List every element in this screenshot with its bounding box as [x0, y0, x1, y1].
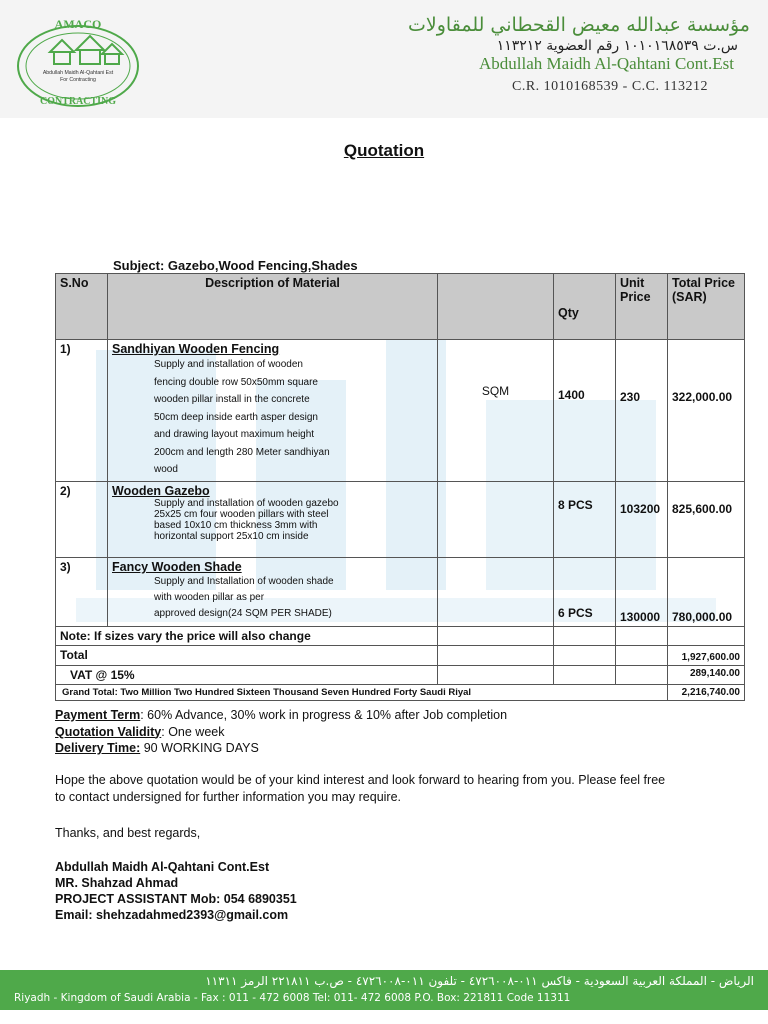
total-row: [56, 646, 745, 666]
item-description: [108, 340, 438, 482]
delivery-time-label: Delivery Time:: [55, 741, 141, 755]
empty-cell: [554, 646, 616, 666]
col-header-sno: S.No: [56, 274, 108, 340]
logo-top-text: AMACO: [54, 17, 102, 31]
table-row: [56, 558, 745, 627]
item-qty: 1400: [554, 340, 616, 482]
signature-role: PROJECT ASSISTANT Mob: 054 6890351: [55, 892, 297, 906]
item-unit: [438, 558, 554, 627]
item-detail-line: Supply and installation of wooden gazebo: [154, 498, 339, 509]
english-company-name: Abdullah Maidh Al-Qahtani Cont.Est: [479, 54, 734, 73]
note-row: [56, 627, 745, 646]
item-detail-line: fencing double row 50x50mm square: [154, 376, 318, 388]
item-unit: SQM: [438, 340, 554, 482]
item-sno: 3): [56, 558, 108, 627]
empty-cell: [616, 666, 668, 685]
page-title: Quotation: [343, 141, 425, 160]
table-row: [56, 340, 745, 482]
empty-cell: [438, 666, 554, 685]
signature-company: Abdullah Maidh Al-Qahtani Cont.Est: [55, 860, 270, 874]
closing-paragraph: Hope the above quotation would be of your kind interest and look forward to hearing from you. Please feel free to contact undersigned for further information you may require.: [55, 773, 666, 804]
item-detail: [112, 574, 433, 622]
item-detail: [112, 498, 433, 542]
item-description: [108, 558, 438, 627]
delivery-time: [55, 740, 507, 757]
payment-term-label: Payment Term: [55, 708, 141, 722]
english-registration: C.R. 1010168539 - C.C. 113212: [512, 79, 708, 94]
logo-bottom-text: CONTRACTING: [39, 96, 117, 107]
arabic-company-name: مؤسسة عبدالله معيض القحطاني للمقاولات: [408, 14, 750, 36]
empty-cell: [554, 666, 616, 685]
empty-cell: [616, 627, 668, 646]
quotation-validity: [55, 724, 507, 741]
footer-bar: [0, 970, 768, 1010]
thanks-line: Thanks, and best regards,: [55, 826, 201, 840]
item-detail-line: 200cm and length 280 Meter sandhiyan: [154, 446, 330, 458]
item-unit: [438, 482, 554, 558]
item-title: Sandhiyan Wooden Fencing: [112, 342, 280, 356]
item-detail-line: based 10x10 cm thickness 3mm with: [154, 520, 318, 531]
item-detail-line: approved design(24 SQM PER SHADE): [154, 608, 332, 619]
company-logo: [14, 14, 142, 114]
letterhead: [0, 0, 768, 118]
subject-line: Subject: Gazebo,Wood Fencing,Shades: [113, 258, 358, 273]
grand-total-row: [56, 685, 745, 701]
table-header-row: [56, 274, 745, 340]
footer-english-address: Riyadh - Kingdom of Saudi Arabia - Fax : 011 - 472 6008 Tel: 011- 472 6008 P.O. Box: 221811 Code 11311: [14, 992, 571, 1004]
grand-total-value: 2,216,740.00: [668, 685, 745, 701]
total-label: Total: [56, 646, 438, 666]
col-header-description: Description of Material: [108, 274, 438, 340]
note-text: Note: If sizes vary the price will also change: [56, 627, 438, 646]
item-qty: 6 PCS: [554, 558, 616, 627]
total-value: 1,927,600.00: [668, 646, 745, 666]
item-detail-line: with wooden pillar as per: [154, 592, 265, 603]
empty-cell: [554, 627, 616, 646]
quotation-validity-label: Quotation Validity: [55, 724, 162, 739]
vat-label: VAT @ 15%: [56, 666, 438, 685]
item-detail-line: 25x25 cm four wooden pillars with steel: [154, 509, 329, 520]
quotation-table: [55, 273, 745, 701]
logo-line-1: Abdullah Maidh Al-Qahtani Est: [42, 70, 114, 76]
item-detail-line: horizontal support 25x10 cm inside: [154, 531, 309, 542]
empty-cell: [438, 646, 554, 666]
grand-total-label: Grand Total: Two Million Two Hundred Sixteen Thousand Seven Hundred Forty Saudi Riyal: [56, 685, 668, 701]
item-detail-line: 50cm deep inside earth asper design: [154, 411, 318, 423]
logo-line-2: For Contracting: [60, 77, 96, 83]
footer-arabic-address: الرياض - المملكة العربية السعودية - فاكس ٠١١-٤٧٢٦٠٠٨ - تلفون ٠١١-٤٧٢٦٠٠٨ - ص.ب ٢٢١٨١١ الرمز ١١٣١١: [205, 974, 754, 988]
quotation-validity-value: : One week: [161, 724, 225, 739]
vat-value: 289,140.00: [668, 666, 745, 685]
signature-block: [55, 859, 297, 923]
empty-cell: [438, 627, 554, 646]
item-sno: 2): [56, 482, 108, 558]
col-header-qty: Qty: [554, 274, 616, 340]
item-detail-line: wooden pillar install in the concrete: [154, 394, 310, 405]
item-sno: 1): [56, 340, 108, 482]
item-unit-price: 230: [616, 340, 668, 482]
item-detail-line: Supply and installation of wooden: [154, 359, 303, 370]
signature-email: Email: shehzadahmed2393@gmail.com: [55, 908, 289, 922]
item-title: Wooden Gazebo: [112, 484, 210, 498]
col-header-total-price: Total Price (SAR): [668, 274, 745, 340]
signature-name: MR. Shahzad Ahmad: [55, 876, 179, 890]
table-row: [56, 482, 745, 558]
arabic-registration: س.ت ١٠١٠١٦٨٥٣٩ رقم العضوية ١١٣٢١٢: [496, 38, 738, 54]
item-total: 825,600.00: [668, 482, 745, 558]
empty-cell: [616, 646, 668, 666]
item-qty: 8 PCS: [554, 482, 616, 558]
payment-term-value: : 60% Advance, 30% work in progress & 10% after Job completion: [140, 708, 508, 722]
delivery-time-value: 90 WORKING DAYS: [140, 741, 259, 755]
item-detail-line: wood: [154, 464, 178, 475]
item-detail-line: and drawing layout maximum height: [154, 429, 315, 440]
item-unit-price: 130000: [616, 558, 668, 627]
terms-section: [55, 707, 507, 757]
item-total: 322,000.00: [668, 340, 745, 482]
payment-term: [55, 707, 507, 724]
empty-cell: [668, 627, 745, 646]
col-header-unit-price: Unit Price: [616, 274, 668, 340]
item-detail: [112, 356, 433, 479]
item-total: 780,000.00: [668, 558, 745, 627]
item-detail-line: Supply and Installation of wooden shade: [154, 576, 334, 587]
item-description: [108, 482, 438, 558]
item-unit-price: 103200: [616, 482, 668, 558]
item-title: Fancy Wooden Shade: [112, 560, 242, 574]
col-header-unit: [438, 274, 554, 340]
vat-row: [56, 666, 745, 685]
